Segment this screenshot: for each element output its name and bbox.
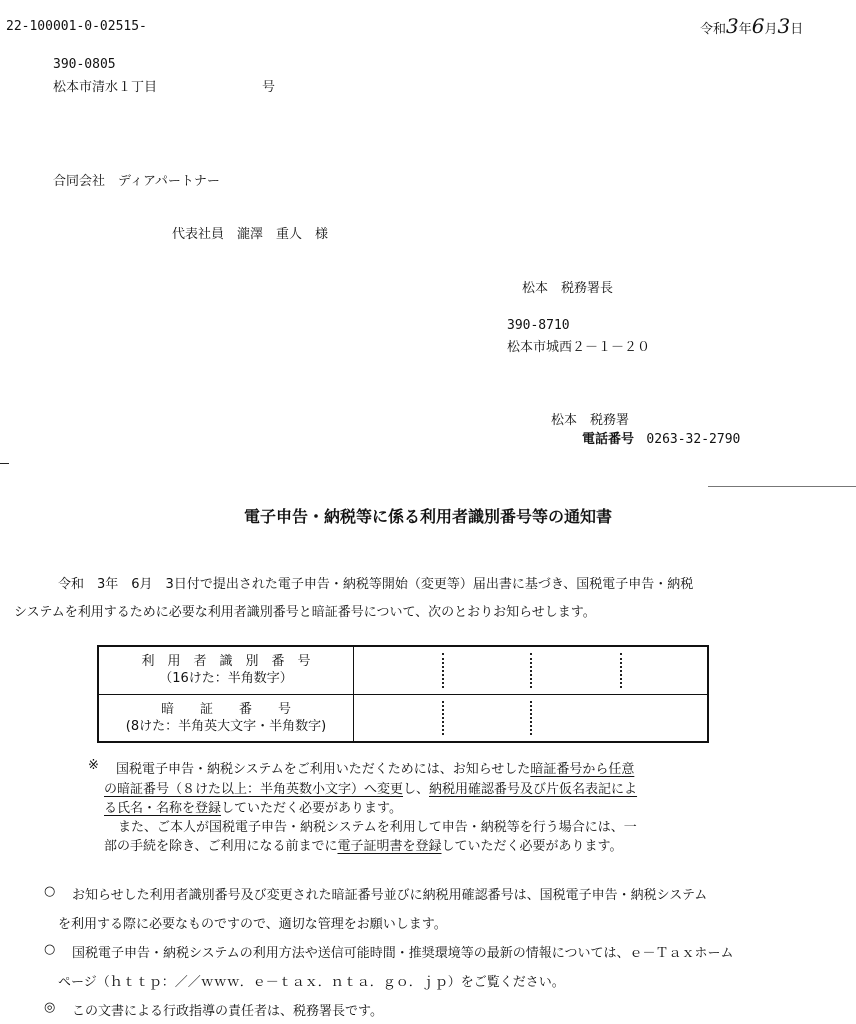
recipient-representative: 代表社員 瀧澤 重人 様 (172, 227, 329, 242)
note-underlined: 電子証明書を登録 (337, 839, 442, 854)
bullet-mark: ○ (44, 942, 56, 957)
scan-mark (0, 463, 9, 464)
id-number-table (97, 645, 709, 743)
pin-sub: (8けた：半角英大文字・半角数字) (125, 718, 327, 734)
note-text: し、 (403, 782, 430, 797)
date-month: 6 (751, 14, 765, 38)
date-day: 3 (777, 14, 791, 38)
date-day-unit: 日 (790, 22, 804, 37)
issue-date (700, 14, 803, 38)
sender-office: 松本 税務署 (551, 413, 630, 428)
bullet-3-line-1: この文書による行政指導の責任者は、税務署長です。 (72, 1004, 383, 1019)
sender-postal: 390-8710 (507, 318, 570, 333)
pin-value-cell (354, 694, 709, 742)
document-number: 22-100001-0-02515- (6, 19, 147, 34)
sender-phone (582, 428, 740, 447)
note-text: していただく必要があります。 (441, 839, 623, 854)
note-underlined: の暗証番号（８けた以上：半角英数小文字）へ変更 (104, 782, 404, 797)
note-underlined: 納税用確認番号及び片仮名表記によ (429, 782, 638, 797)
date-year-unit: 年 (738, 22, 752, 37)
digit-separator (442, 653, 444, 688)
note-line-4: また、ご本人が国税電子申告・納税システムを利用して申告・納税等を行う場合には、一 (118, 820, 637, 835)
digit-separator (530, 653, 532, 688)
note-mark: ※ (88, 758, 99, 773)
date-era: 令和 (700, 22, 727, 37)
recipient-address-suffix: 号 (262, 80, 276, 95)
notice-title: 電子申告・納税等に係る利用者識別番号等の通知書 (243, 507, 612, 526)
user-id-sub: （16けた：半角数字） (159, 671, 293, 687)
bullet-1-line-2: を利用する際に必要なものですので、適切な管理をお願いします。 (58, 917, 447, 932)
table-row (98, 694, 708, 742)
phone-label: 電話番号 (582, 432, 635, 447)
digit-separator (442, 701, 444, 736)
phone-number: 0263-32-2790 (646, 432, 741, 447)
date-month-unit: 月 (764, 22, 778, 37)
bullet-mark: ◎ (44, 1000, 56, 1015)
note-line-1 (116, 758, 634, 777)
note-text: 部の手続を除き、ご利用になる前までに (104, 839, 338, 854)
digit-separator (530, 701, 532, 736)
scan-line (708, 486, 856, 487)
recipient-company: 合同会社 ディアパートナー (53, 174, 220, 189)
pin-label: 暗 証 番 号 (160, 701, 291, 717)
intro-line-2: システムを利用するために必要な利用者識別番号と暗証番号について、次のとおりお知らせします。 (14, 605, 596, 620)
note-line-2 (104, 778, 637, 797)
table-row (98, 646, 708, 694)
date-year: 3 (726, 14, 739, 38)
sender-address: 松本市城西２－１－２０ (507, 340, 651, 355)
note-text: していただく必要があります。 (221, 801, 402, 816)
note-underlined: る氏名・名称を登録 (104, 801, 222, 816)
bullet-mark: ○ (44, 884, 56, 899)
sender-title: 松本 税務署長 (522, 281, 614, 296)
user-id-value-cell (354, 646, 709, 694)
bullet-1-line-1: お知らせした利用者識別番号及び変更された暗証番号並びに納税用確認番号は、国税電子申告・納税システム (72, 888, 708, 903)
recipient-postal: 390-0805 (53, 57, 116, 72)
pin-label-cell (98, 694, 354, 742)
digit-separator (620, 653, 622, 688)
note-text: 国税電子申告・納税システムをご利用いただくためには、お知らせした (116, 762, 531, 777)
note-line-3 (104, 797, 402, 816)
user-id-label-cell (98, 646, 354, 694)
note-underlined: 暗証番号から任意 (530, 762, 635, 777)
note-line-5 (104, 835, 622, 854)
recipient-address: 松本市清水１丁目 (53, 80, 158, 95)
intro-line-1: 令和 3年 6月 3日付で提出された電子申告・納税等開始（変更等）届出書に基づき、国税電子申告・納税 (58, 577, 694, 592)
bullet-2-line-2: ページ（ｈｔｔｐ：／／ｗｗｗ．ｅ－ｔａｘ．ｎｔａ．ｇｏ．ｊｐ）をご覧ください。 (58, 975, 565, 990)
user-id-label: 利 用 者 識 別 番 号 (141, 654, 311, 670)
bullet-2-line-1: 国税電子申告・納税システムの利用方法や送信可能時間・推奨環境等の最新の情報については、ｅ－Ｔａｘホーム (72, 946, 734, 961)
